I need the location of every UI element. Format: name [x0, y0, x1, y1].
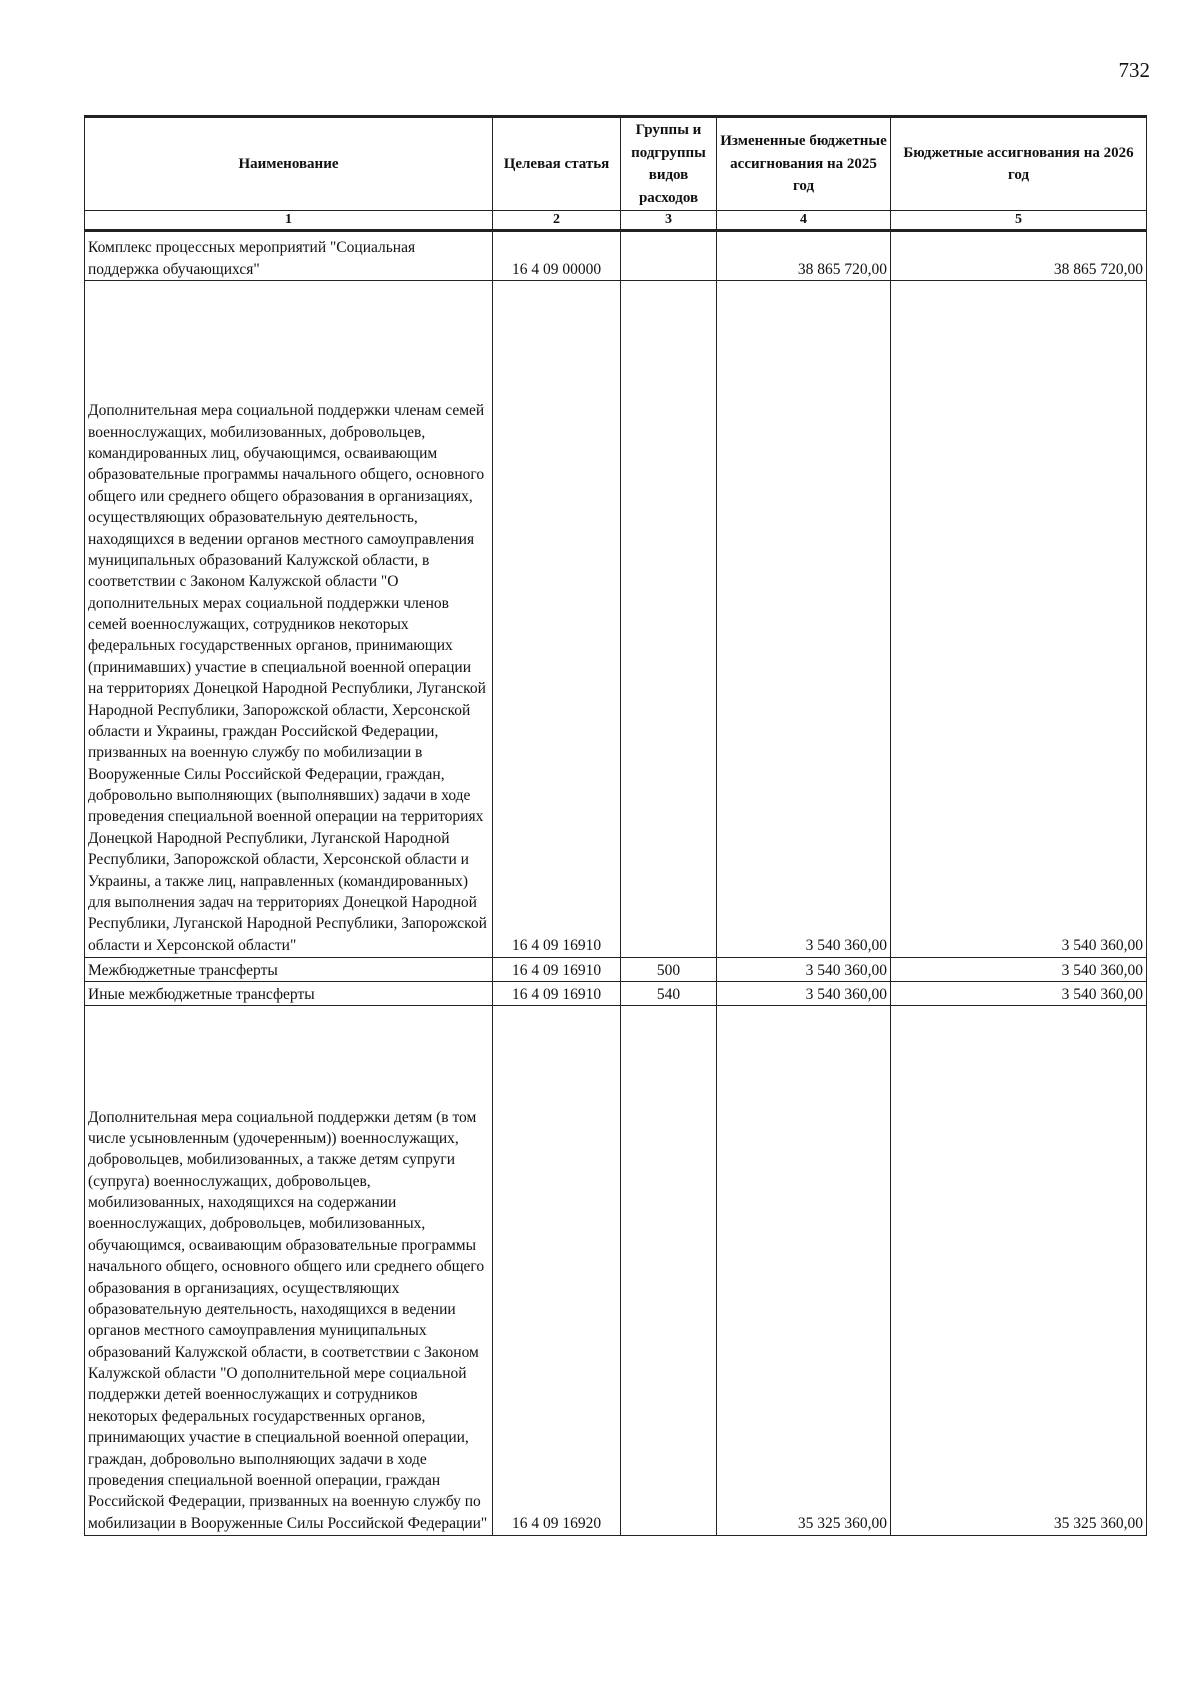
table-row: [85, 281, 1147, 958]
row-amount-2025: 35 325 360,00: [717, 1006, 891, 1536]
table-row: [85, 231, 1147, 281]
header-name: Наименование: [85, 117, 493, 211]
row-group: [621, 281, 717, 958]
table-header-row: [85, 117, 1147, 211]
row-name: Комплекс процессных мероприятий "Социальная поддержка обучающихся": [85, 231, 493, 281]
row-name: Дополнительная мера социальной поддержки детям (в том числе усыновленным (удочеренным)) военнослужащих, добровольцев, мобилизованных, а также детям супруги (супруга) военнослужащих, добровольцев, мобилизованных, находящихся на содержании военнослужащих, добровольцев, мобилизованных, обучающимся, осваивающим образовательные программы начального общего, основного общего или среднего общего образования в организациях, осуществляющих образовательную деятельность, находящихся в ведении органов местного самоуправления муниципальных образований Калужской области, в соответствии с Законом Калужской области "О дополнительной мере социальной поддержки детей военнослужащих и сотрудников некоторых федеральных государственных органов, принимающих участие в специальной военной операции, граждан, добровольно выполняющих задачи в ходе проведения специальной военной операции, граждан Российской Федерации, призванных на военную службу по мобилизации в Вооруженные Силы Российской Федерации": [85, 1006, 493, 1536]
row-amount-2025: 3 540 360,00: [717, 982, 891, 1006]
row-amount-2025: 38 865 720,00: [717, 231, 891, 281]
row-name: Межбюджетные трансферты: [85, 958, 493, 982]
column-number: 4: [717, 211, 891, 231]
column-number: 3: [621, 211, 717, 231]
column-number: 2: [493, 211, 621, 231]
table-row: [85, 982, 1147, 1006]
table-row: [85, 958, 1147, 982]
row-amount-2026: 35 325 360,00: [891, 1006, 1147, 1536]
header-amount-2025: Измененные бюджетные ассигнования на 2025 год: [717, 117, 891, 211]
table-row: [85, 1006, 1147, 1536]
row-amount-2025: 3 540 360,00: [717, 958, 891, 982]
row-name: Иные межбюджетные трансферты: [85, 982, 493, 1006]
page-number: 732: [1118, 58, 1150, 82]
row-code: 16 4 09 16910: [493, 958, 621, 982]
header-code: Целевая статья: [493, 117, 621, 211]
row-name: Дополнительная мера социальной поддержки членам семей военнослужащих, мобилизованных, добровольцев, командированных лиц, обучающимся, осваивающим образовательные программы начального общего, основного общего или среднего общего образования в организациях, осуществляющих образовательную деятельность, находящихся в ведении органов местного самоуправления муниципальных образований Калужской области, в соответствии с Законом Калужской области "О дополнительных мерах социальной поддержки членов семей военнослужащих, сотрудников некоторых федеральных государственных органов, принимающих (принимавших) участие в специальной военной операции на территориях Донецкой Народной Республики, Луганской Народной Республики, Запорожской области, Херсонской области и Украины, граждан Российской Федерации, призванных на военную службу по мобилизации в Вооруженные Силы Российской Федерации, граждан, добровольно выполняющих (выполнявших) задачи в ходе проведения специальной военной операции на территориях Донецкой Народной Республики, Луганской Народной Республики, Запорожской области, Херсонской области и Украины, а также лиц, направленных (командированных) для выполнения задач на территориях Донецкой Народной Республики, Луганской Народной Республики, Запорожской области и Херсонской области": [85, 281, 493, 958]
header-amount-2026: Бюджетные ассигнования на 2026 год: [891, 117, 1147, 211]
budget-table: [84, 115, 1147, 1536]
row-group: [621, 231, 717, 281]
row-group: [621, 1006, 717, 1536]
column-number-row: [85, 211, 1147, 231]
row-code: 16 4 09 00000: [493, 231, 621, 281]
column-number: 1: [85, 211, 493, 231]
row-amount-2026: 3 540 360,00: [891, 958, 1147, 982]
row-amount-2025: 3 540 360,00: [717, 281, 891, 958]
row-code: 16 4 09 16910: [493, 281, 621, 958]
row-amount-2026: 38 865 720,00: [891, 231, 1147, 281]
row-group: 540: [621, 982, 717, 1006]
row-group: 500: [621, 958, 717, 982]
row-code: 16 4 09 16910: [493, 982, 621, 1006]
row-amount-2026: 3 540 360,00: [891, 281, 1147, 958]
row-code: 16 4 09 16920: [493, 1006, 621, 1536]
row-amount-2026: 3 540 360,00: [891, 982, 1147, 1006]
header-group: Группы и подгруппы видов расходов: [621, 117, 717, 211]
column-number: 5: [891, 211, 1147, 231]
